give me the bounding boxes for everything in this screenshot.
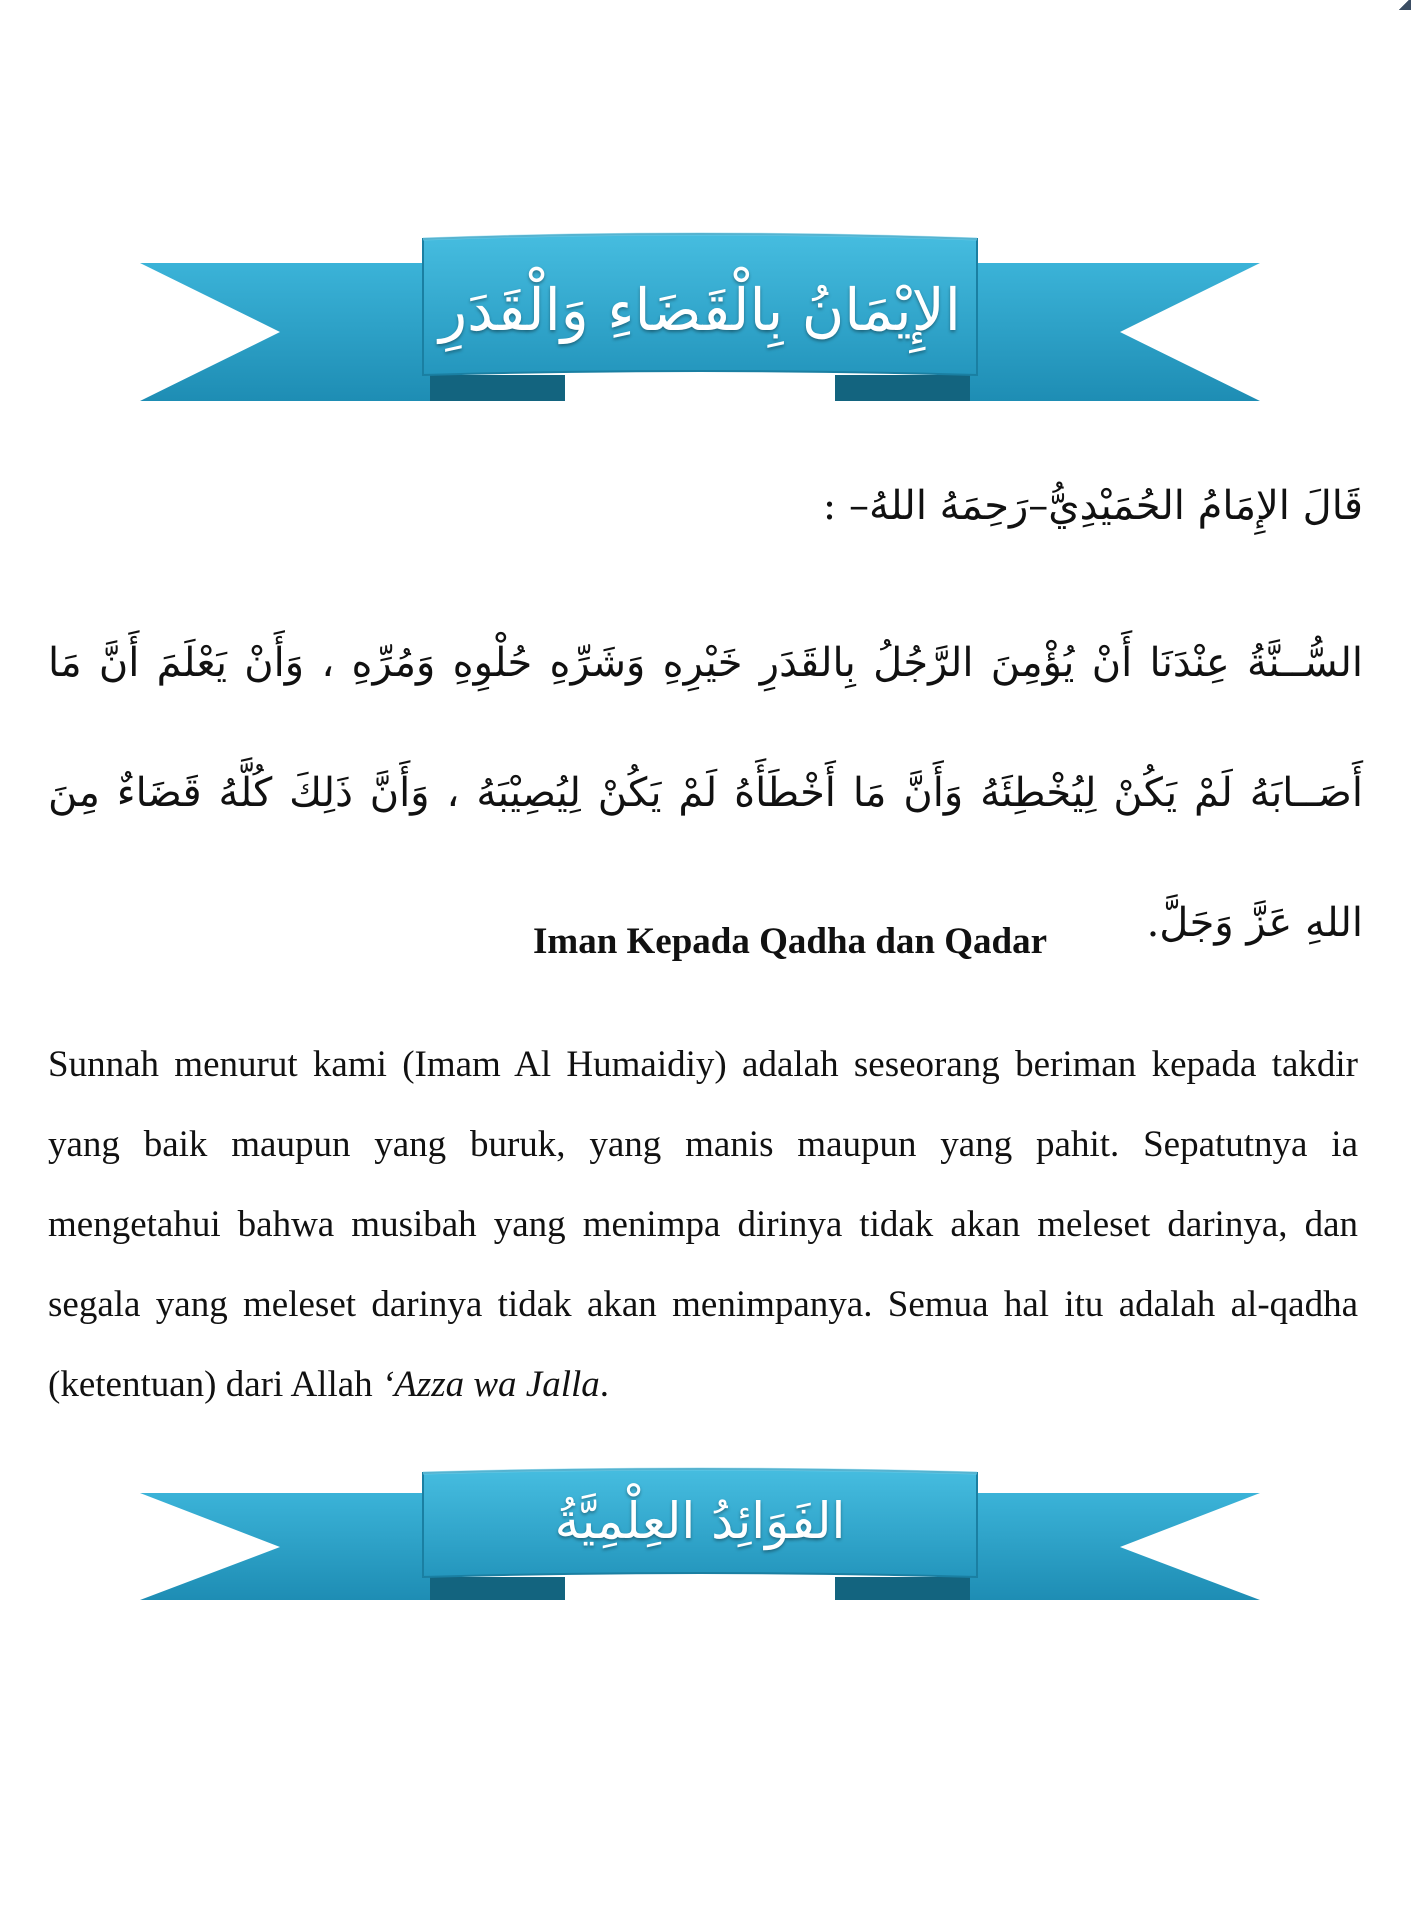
- translation-text: Sunnah menurut kami (Imam Al Humaidiy) adalah seseorang beriman kepada takdir yang baik maupun yang buruk, yang manis maupun yang pahit. Sepatutnya ia mengetahui bahwa musibah yang menimpa dirinya tidak akan meleset darinya, dan segala yang meleset darinya tidak akan menimpanya. Semua hal itu adalah al-qadha (ketentuan) dari Allah: [48, 1044, 1358, 1405]
- translation-heading: Iman Kepada Qadha dan Qadar: [532, 921, 1048, 962]
- translation-paragraph: [48, 1025, 1358, 1425]
- arabic-hadith-text: السُّــنَّةُ عِنْدَنَا أَنْ يُؤْمِنَ الرَّجُلُ بِالقَدَرِ خَيْرِهِ وَشَرِّهِ حُلْوِهِ وَمُرِّهِ ، وَأَنْ يَعْلَمَ أَنَّ مَا أَصَــابَهُ لَمْ يَكُنْ لِيُخْطِئَهُ وَأَنَّ مَا أَخْطَأَهُ لَمْ يَكُنْ لِيُصِيْبَهُ ، وَأَنَّ ذَلِكَ كُلَّهُ قَضَاءٌ مِنَ اللهِ عَزَّ وَجَلَّ.: [48, 640, 1363, 946]
- banner-title: الإِيْمَانُ بِالْقَضَاءِ وَالْقَدَرِ: [439, 276, 961, 344]
- page-corner-mark: [1397, 0, 1411, 10]
- translation-period: .: [599, 1364, 610, 1405]
- title-banner: [140, 225, 1260, 415]
- section-banner: [140, 1465, 1260, 1655]
- translation-italic-phrase: ‘Azza wa Jalla: [381, 1364, 600, 1405]
- arabic-narrator-line: قَالَ الإِمَامُ الحُمَيْدِيُّ–رَحِمَهُ اللهُ– :: [822, 483, 1363, 529]
- banner-title: الفَوَائِدُ العِلْمِيَّةُ: [554, 1492, 846, 1550]
